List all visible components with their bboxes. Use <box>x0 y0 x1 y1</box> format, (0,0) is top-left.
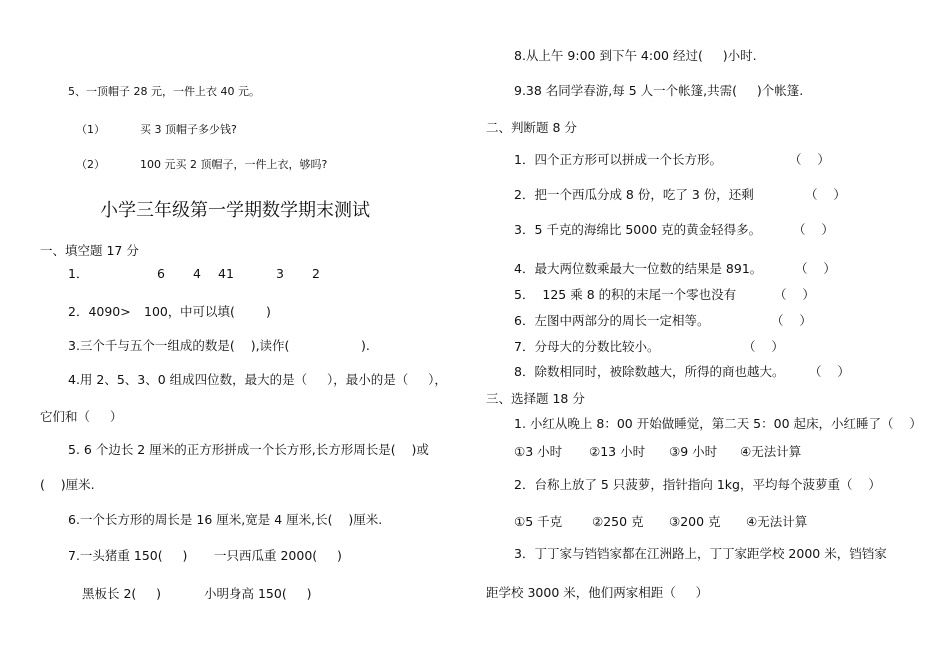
fill-q7-part-a: 7.一头猪重 150( ) <box>68 548 188 563</box>
choice-q1-option-4: ④无法计算 <box>740 444 802 459</box>
judge-item-4-mark: （ ） <box>795 261 836 276</box>
fill-q4-line-1: 4.用 2、5、3、0 组成四位数，最大的是（ ），最小的是（ ）， <box>68 372 447 387</box>
fill-q1-value-5: 2 <box>312 266 320 281</box>
question-5-sub2-number: （2） <box>76 158 105 171</box>
choice-q2-option-4: ④无法计算 <box>746 514 808 529</box>
judge-item-8-mark: （ ） <box>809 364 850 379</box>
judge-item-8-text: 8．除数相同时，被除数越大，所得的商也越大。 <box>514 364 785 379</box>
fill-q1-value-1: 6 <box>157 266 165 281</box>
fill-q1-value-2: 4 <box>193 266 201 281</box>
choice-q1-option-2: ②13 小时 <box>589 444 646 459</box>
judge-item-3-text: 3．5 千克的海绵比 5000 克的黄金轻得多。 <box>514 222 762 237</box>
fill-q3: 3.三个千与五个一组成的数是( ),读作( ). <box>68 338 370 353</box>
fill-q5-line-1: 5. 6 个边长 2 厘米的正方形拼成一个长方形,长方形周长是( )或 <box>68 442 429 457</box>
fill-q2-part-a: 2．4090> <box>68 304 131 319</box>
section-1-heading: 一、填空题 17 分 <box>40 243 139 258</box>
judge-item-7-mark: （ ） <box>743 339 784 354</box>
fill-q7-part-b: 一只西瓜重 2000( ) <box>214 548 342 563</box>
fill-q9: 9.38 名同学春游,每 5 人一个帐篷,共需( )个帐篷. <box>514 83 804 98</box>
fill-q7-part-d: 小明身高 150( ) <box>204 586 312 601</box>
judge-item-1-mark: （ ） <box>789 152 830 167</box>
page-title: 小学三年级第一学期数学期末测试 <box>100 200 370 221</box>
fill-q8: 8.从上午 9:00 到下午 4:00 经过( )小时. <box>514 48 757 63</box>
fill-q1-value-4: 3 <box>276 266 284 281</box>
fill-q1-number: 1． <box>68 266 89 281</box>
fill-q2-part-d: ) <box>266 304 271 319</box>
fill-q2-part-b: 100， <box>144 304 181 319</box>
question-5-sub1-number: （1） <box>76 123 105 136</box>
judge-item-2-text: 2．把一个西瓜分成 8 份，吃了 3 份，还剩 <box>514 187 754 202</box>
fill-q4-line-2: 它们和（ ） <box>40 409 123 424</box>
choice-q2-option-1: ①5 千克 <box>514 514 563 529</box>
judge-item-4-text: 4．最大两位数乘最大一位数的结果是 891。 <box>514 261 763 276</box>
judge-item-6-text: 6．左图中两部分的周长一定相等。 <box>514 313 710 328</box>
judge-item-3-mark: （ ） <box>793 222 834 237</box>
choice-q3-line-2: 距学校 3000 米，他们两家相距（ ） <box>486 585 709 600</box>
judge-item-7-text: 7．分母大的分数比较小。 <box>514 339 660 354</box>
choice-q2: 2．台称上放了 5 只菠萝，指针指向 1kg，平均每个菠萝重（ ） <box>514 477 881 492</box>
fill-q6: 6.一个长方形的周长是 16 厘米,宽是 4 厘米,长( )厘米. <box>68 512 383 527</box>
choice-q2-option-3: ③200 克 <box>669 514 721 529</box>
question-5-sub1-text: 买 3 顶帽子多少钱? <box>140 123 237 136</box>
choice-q1-option-3: ③9 小时 <box>669 444 718 459</box>
judge-item-5-text: 5． 125 乘 8 的积的末尾一个零也没有 <box>514 287 737 302</box>
judge-item-2-mark: （ ） <box>805 187 846 202</box>
judge-item-5-mark: （ ） <box>774 287 815 302</box>
question-5-stem: 5、一顶帽子 28 元，一件上衣 40 元。 <box>68 85 260 98</box>
choice-q2-option-2: ②250 克 <box>592 514 644 529</box>
fill-q7-part-c: 黑板长 2( ) <box>82 586 162 601</box>
choice-q1-option-1: ①3 小时 <box>514 444 563 459</box>
question-5-sub2-text: 100 元买 2 顶帽子，一件上衣，够吗? <box>140 158 328 171</box>
fill-q1-value-3: 41 <box>218 266 234 281</box>
section-3-heading: 三、选择题 18 分 <box>486 391 585 406</box>
judge-item-6-mark: （ ） <box>771 313 812 328</box>
judge-item-1-text: 1．四个正方形可以拼成一个长方形。 <box>514 152 722 167</box>
fill-q5-line-2: ( )厘米. <box>40 477 95 492</box>
section-2-heading: 二、判断题 8 分 <box>486 120 577 135</box>
fill-q2-part-c: 中可以填( <box>180 304 235 319</box>
choice-q3-line-1: 3．丁丁家与铛铛家都在江洲路上，丁丁家距学校 2000 米，铛铛家 <box>514 546 887 561</box>
choice-q1: 1. 小红从晚上 8：00 开始做睡觉，第二天 5：00 起床，小红睡了（ ） <box>514 416 922 431</box>
